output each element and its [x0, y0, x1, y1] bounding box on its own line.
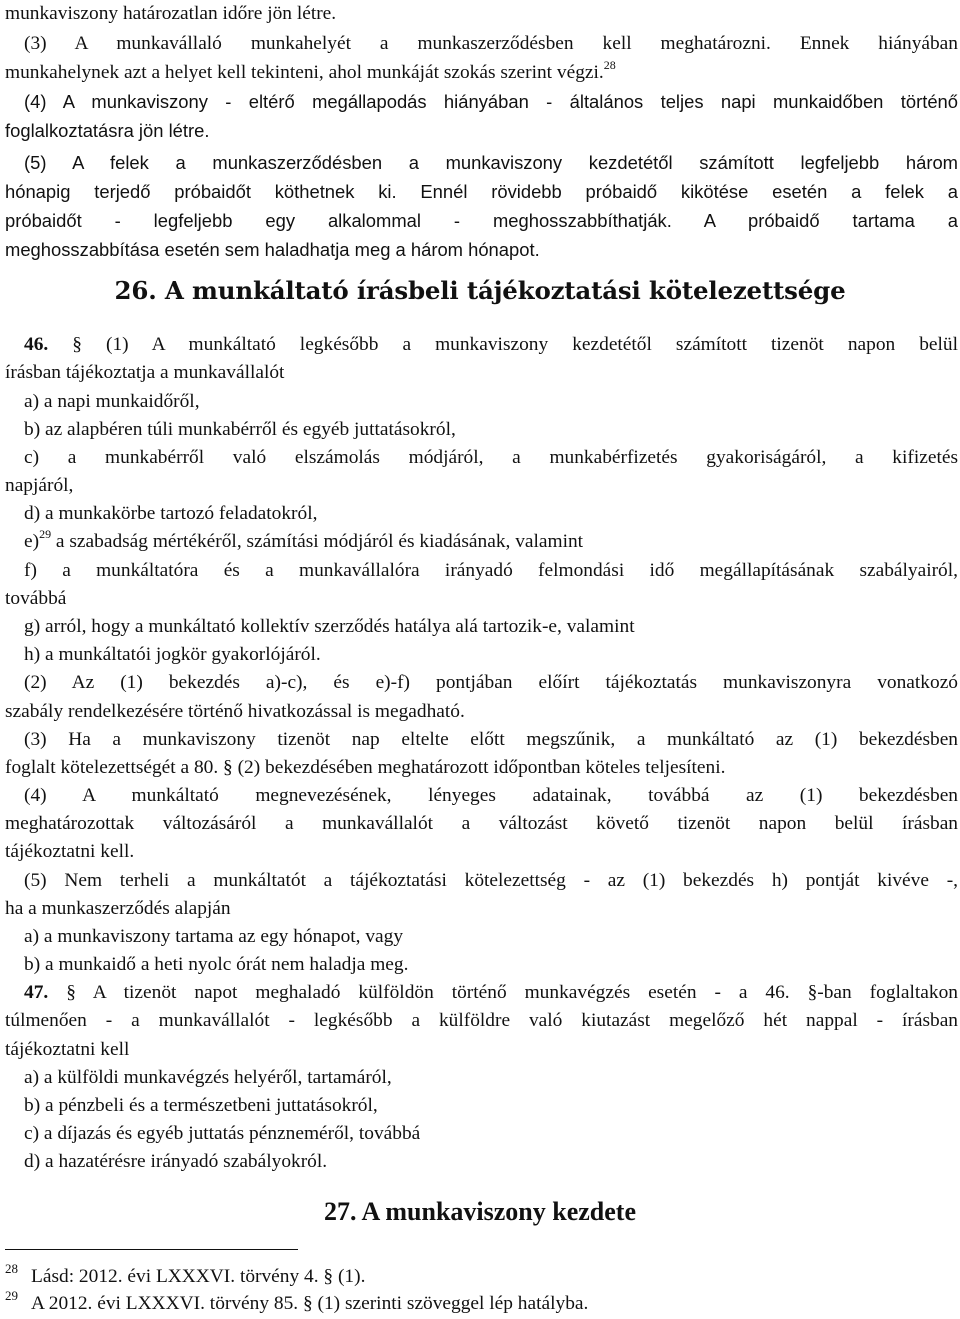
- list-item: a) a napi munkaidőről,: [24, 391, 200, 412]
- text-span: (1) A munkáltató legkésőbb a munkaviszony kezdetétől számított tizenöt napon belül: [81, 334, 959, 355]
- text-line: (4) A munkáltató megnevezésének, lényeges adatainak, továbbá az (1) bekezdésben: [24, 785, 958, 806]
- list-item: b) az alapbéren túli munkabérről és egyéb juttatásokról,: [24, 419, 456, 440]
- text-span: a szabadság mértékéről, számítási módjáról és kiadásának, valamint: [51, 531, 584, 552]
- list-item: d) a hazatérésre irányadó szabályokról.: [24, 1151, 328, 1172]
- footnote-ref-28[interactable]: 28: [603, 58, 616, 72]
- text-line: meghosszabbítása esetén sem haladhatja meg a három hónapot.: [5, 239, 540, 260]
- text-line: (5) Nem terheli a munkáltatót a tájékoztatási kötelezettség - az (1) bekezdés h) pontját kivéve -,: [24, 870, 958, 891]
- list-item: a) a munkaviszony tartama az egy hónapot, vagy: [24, 926, 404, 947]
- list-item: f) a munkáltatóra és a munkavállalóra irányadó felmondási idő megállapításának szabályairól,: [24, 560, 958, 581]
- footnote-text: Lásd: 2012. évi LXXXVI. törvény 4. § (1).: [31, 1266, 366, 1287]
- list-item: b) a pénzbeli és a természetbeni juttatásokról,: [24, 1095, 378, 1116]
- text-line: írásban tájékoztatja a munkavállalót: [5, 362, 285, 383]
- text-span: munkahelynek azt a helyet kell tekinteni, ahol munkáját szokás szerint végzi.: [5, 62, 604, 83]
- list-item: c) a díjazás és egyéb juttatás pénzneméről, továbbá: [24, 1123, 421, 1144]
- text-span: e): [24, 531, 40, 552]
- text-line: foglalt kötelezettségét a 80. § (2) bekezdésében meghatározott időpontban köteles teljesíteni.: [5, 757, 726, 778]
- section-heading-27: 27. A munkaviszony kezdete: [323, 1197, 637, 1226]
- text-line: (5) A felek a munkaszerződésben a munkaviszony kezdetétől számított legfeljebb három: [24, 152, 958, 173]
- text-line: (2) Az (1) bekezdés a)-c), és e)-f) pontjában előírt tájékoztatás munkaviszonyra vonatkozó: [24, 672, 958, 693]
- list-item: c) a munkabérről való elszámolás módjáról, a munkabérfizetés gyakoriságáról, a kifizetés: [24, 447, 958, 468]
- text-line: munkaviszony határozatlan időre jön létre.: [5, 3, 337, 24]
- footnote-divider: [5, 1249, 298, 1250]
- text-line: foglalkoztatásra jön létre.: [5, 120, 210, 141]
- section-heading-26: 26. A munkáltató írásbeli tájékoztatási kötelezettsége: [114, 276, 846, 305]
- text-line: szabály rendelkezésére történő hivatkozással is megadható.: [5, 701, 465, 722]
- text-line: továbbá: [5, 588, 67, 609]
- text-line: tájékoztatni kell: [5, 1039, 130, 1060]
- list-item: g) arról, hogy a munkáltató kollektív szerződés hatálya alá tartozik-e, valamint: [24, 616, 635, 637]
- footnote-28: 28 Lásd: 2012. évi LXXXVI. törvény 4. § (1).: [5, 1261, 366, 1287]
- list-item: d) a munkakörbe tartozó feladatokról,: [24, 503, 318, 524]
- section-number-46: 46.: [24, 334, 49, 355]
- list-item: b) a munkaidő a heti nyolc órát nem haladja meg.: [24, 954, 409, 975]
- text-line: próbaidőt - legfeljebb egy alkalommal - meghosszabbíthatják. A próbaidő tartama a: [5, 210, 958, 231]
- text-line: [24, 979, 958, 1007]
- list-item: a) a külföldi munkavégzés helyéről, tartamáról,: [24, 1067, 392, 1088]
- text-line: [24, 331, 958, 359]
- text-line: (4) A munkaviszony - eltérő megállapodás hiányában - általános teljes napi munkaidőben történő: [24, 91, 958, 112]
- text-line: meghatározottak változásáról a munkavállalót a változást követő tizenöt napon belül írásban: [5, 813, 958, 834]
- list-item: [24, 528, 958, 556]
- text-line: hónapig terjedő próbaidőt köthetnek ki. Ennél rövidebb próbaidő kikötése esetén a felek a: [5, 181, 958, 202]
- text-line: (3) Ha a munkaviszony tizenöt nap eltelte előtt megszűnik, a munkáltató az (1) bekezdésben: [24, 729, 958, 750]
- text-line: túlmenően - a munkavállalót - legkésőbb a külföldre való kiutazást megelőző hét nappal - írásban: [5, 1010, 958, 1031]
- section-number-47: 47.: [24, 982, 49, 1003]
- text-line: (3) A munkavállaló munkahelyét a munkaszerződésben kell meghatározni. Ennek hiányában: [24, 33, 958, 54]
- text-span: § A tizenöt napot meghaladó külföldön történő munkavégzés esetén - a 46. §-ban foglaltakon: [48, 982, 958, 1003]
- section-symbol: §: [48, 334, 82, 355]
- footnote-ref-29[interactable]: 29: [39, 527, 52, 541]
- footnote-29: 29 A 2012. évi LXXXVI. törvény 85. § (1) szerinti szöveggel lép hatályba.: [5, 1288, 589, 1314]
- list-item: h) a munkáltatói jogkör gyakorlójáról.: [24, 644, 321, 665]
- text-line: ha a munkaszerződés alapján: [5, 898, 231, 919]
- text-line: napjáról,: [5, 475, 74, 496]
- text-line: tájékoztatni kell.: [5, 841, 135, 862]
- text-line: [5, 59, 958, 87]
- footnote-text: A 2012. évi LXXXVI. törvény 85. § (1) szerinti szöveggel lép hatályba.: [31, 1293, 589, 1314]
